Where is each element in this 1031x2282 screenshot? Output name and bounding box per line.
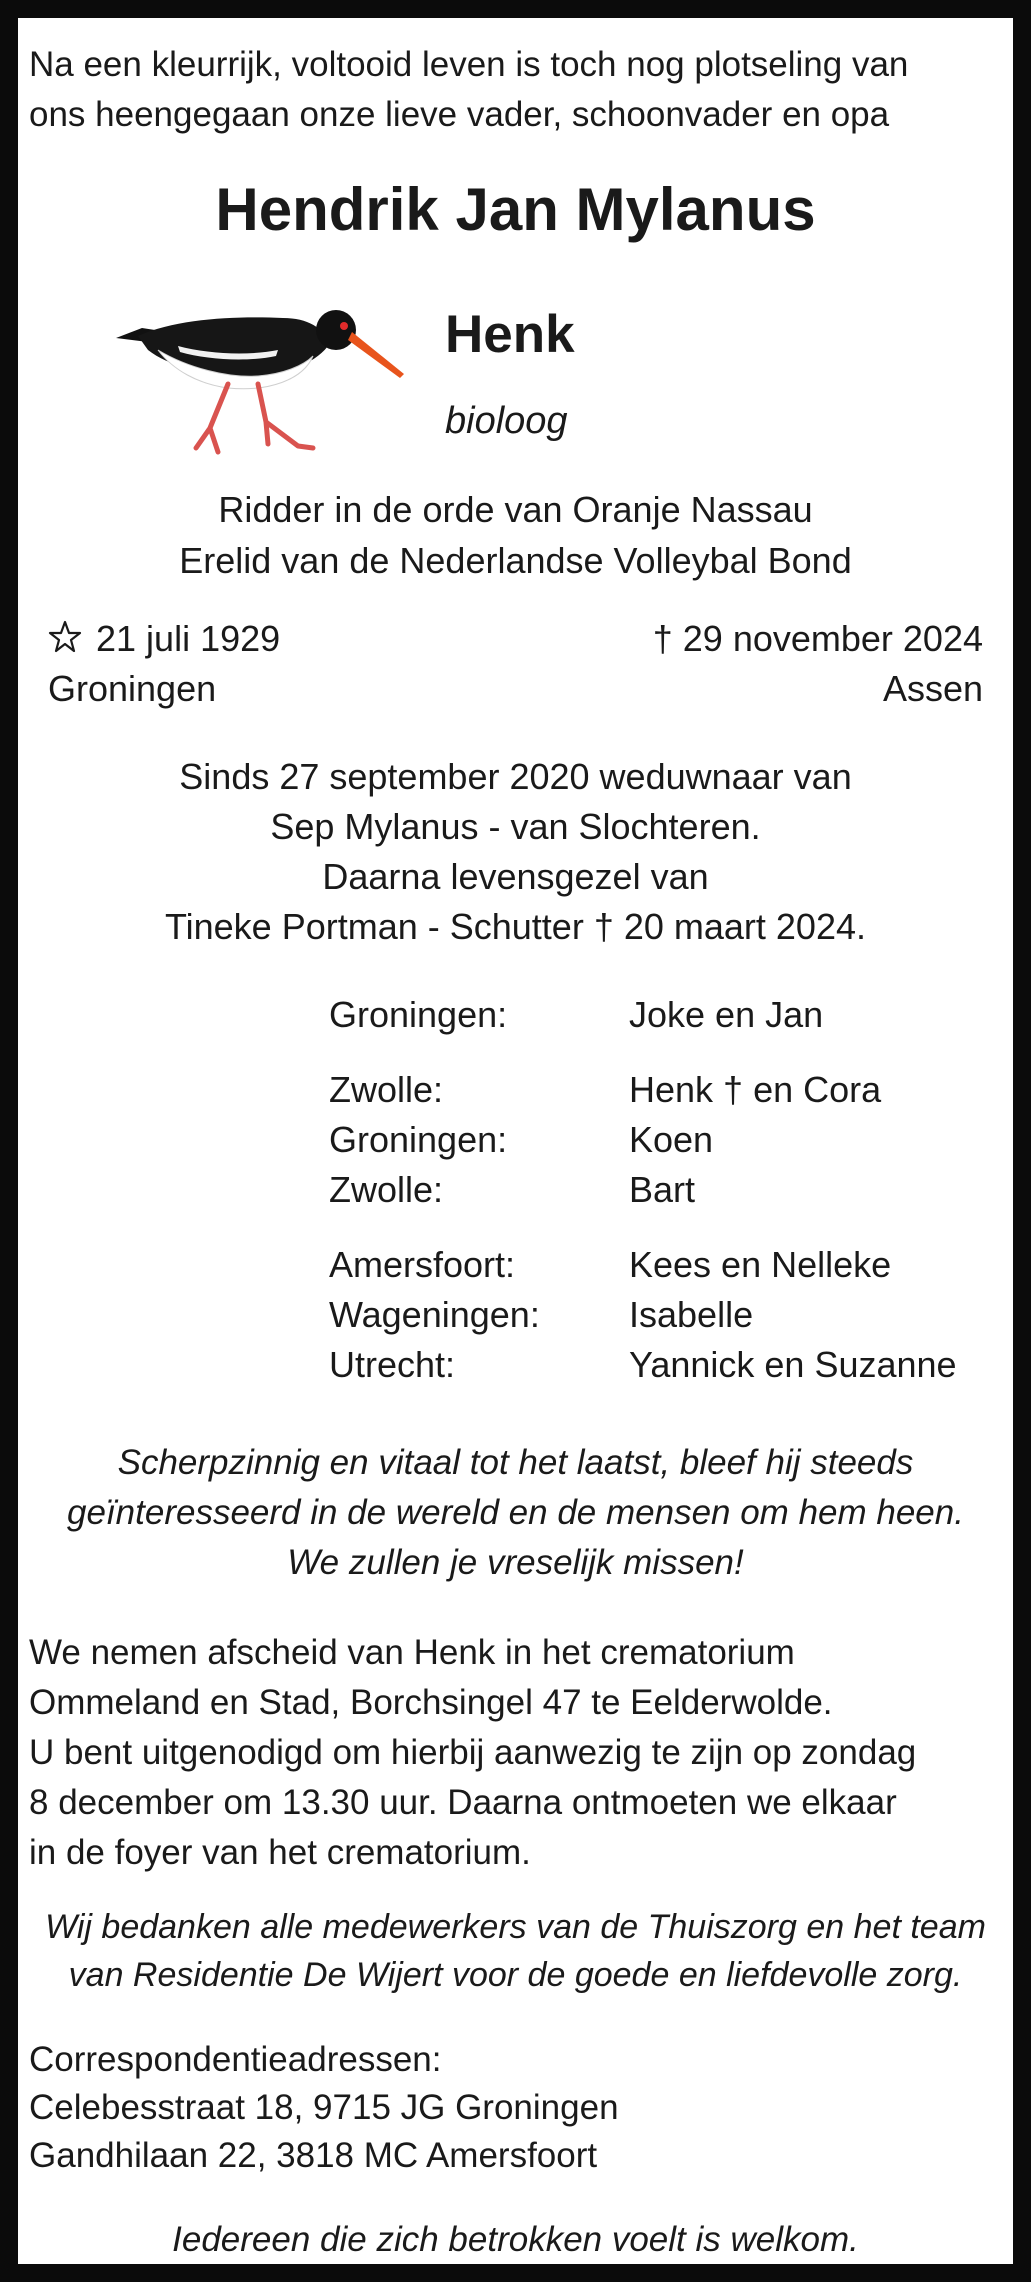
quote-line: Scherpzinnig en vitaal tot het laatst, bleef hij steeds xyxy=(117,1443,914,1482)
welcome-text: Iedereen die zich betrokken voelt is welkom. xyxy=(172,2220,859,2259)
ceremony-line: We nemen afscheid van Henk in het crematorium xyxy=(29,1633,795,1672)
correspondence-address: Celebesstraat 18, 9715 JG Groningen xyxy=(29,2088,619,2127)
correspondence-addresses xyxy=(29,2036,1009,2180)
honour-line: Ridder in de orde van Oranje Nassau xyxy=(218,489,813,530)
life-dates xyxy=(48,614,983,724)
family-row xyxy=(329,1290,1009,1340)
family-row xyxy=(329,1165,1009,1215)
correspondence-address: Gandhilaan 22, 3818 MC Amersfoort xyxy=(29,2136,598,2175)
intro-text xyxy=(29,40,1009,140)
family-place: Zwolle: xyxy=(329,1169,444,1210)
family-place: Utrecht: xyxy=(329,1344,456,1385)
deceased-name: Hendrik Jan Mylanus xyxy=(215,176,816,243)
ceremony-line: 8 december om 13.30 uur. Daarna ontmoeten we elkaar xyxy=(29,1783,897,1822)
family-row xyxy=(329,1340,1009,1390)
birth-date: 21 juli 1929 xyxy=(96,618,281,659)
oystercatcher-bird-icon xyxy=(108,288,408,463)
partner-text xyxy=(18,752,1013,952)
profession: bioloog xyxy=(445,400,568,442)
family-group xyxy=(329,990,1009,1040)
thanks-text xyxy=(18,1903,1013,1999)
family-place: Amersfoort: xyxy=(329,1244,516,1285)
thanks-line: Wij bedanken alle medewerkers van de Thuiszorg en het team xyxy=(45,1908,986,1946)
memorial-quote xyxy=(18,1438,1013,1588)
family-names: Yannick en Suzanne xyxy=(629,1344,957,1385)
family-names: Joke en Jan xyxy=(629,994,824,1035)
birth-info xyxy=(48,614,280,714)
quote-line: geïnteresseerd in de wereld en de mensen om hem heen. xyxy=(67,1493,964,1532)
family-place: Groningen: xyxy=(329,994,508,1035)
ceremony-text xyxy=(29,1628,1009,1878)
honours xyxy=(18,484,1013,586)
family-names: Kees en Nelleke xyxy=(629,1244,892,1285)
partner-line: Tineke Portman - Schutter † 20 maart 2024. xyxy=(164,906,866,947)
ceremony-line: Ommeland en Stad, Borchsingel 47 te Eelderwolde. xyxy=(29,1683,833,1722)
ceremony-line: in de foyer van het crematorium. xyxy=(29,1833,531,1872)
obituary-card xyxy=(18,18,1013,2264)
death-date: † 29 november 2024 xyxy=(652,618,983,659)
birth-place: Groningen xyxy=(48,668,217,709)
partner-line: Sep Mylanus - van Slochteren. xyxy=(270,806,761,847)
family-place: Wageningen: xyxy=(329,1294,540,1335)
family-place: Groningen: xyxy=(329,1119,508,1160)
family-group xyxy=(329,1065,1009,1215)
death-info xyxy=(653,614,983,714)
nickname: Henk xyxy=(445,305,575,364)
intro-line: ons heengegaan onze lieve vader, schoonvader en opa xyxy=(29,95,890,134)
ceremony-line: U bent uitgenodigd om hierbij aanwezig te zijn op zondag xyxy=(29,1733,917,1772)
intro-line: Na een kleurrijk, voltooid leven is toch nog plotseling van xyxy=(29,45,909,84)
family-row xyxy=(329,990,1009,1040)
family-names: Henk † en Cora xyxy=(629,1069,882,1110)
partner-line: Sinds 27 september 2020 weduwnaar van xyxy=(179,756,852,797)
thanks-line: van Residentie De Wijert voor de goede en liefdevolle zorg. xyxy=(68,1956,963,1994)
death-place: Assen xyxy=(882,668,983,709)
star-outline-icon xyxy=(48,620,82,654)
family-group xyxy=(329,1240,1009,1390)
correspondence-heading: Correspondentieadressen: xyxy=(29,2040,442,2079)
family-names: Koen xyxy=(629,1119,714,1160)
honour-line: Erelid van de Nederlandse Volleybal Bond xyxy=(179,540,852,581)
family-list xyxy=(329,990,1009,1415)
family-place: Zwolle: xyxy=(329,1069,444,1110)
quote-line: We zullen je vreselijk missen! xyxy=(287,1543,744,1582)
family-row xyxy=(329,1065,1009,1115)
partner-line: Daarna levensgezel van xyxy=(322,856,709,897)
family-names: Bart xyxy=(629,1169,696,1210)
family-row xyxy=(329,1240,1009,1290)
family-row xyxy=(329,1115,1009,1165)
family-names: Isabelle xyxy=(629,1294,754,1335)
